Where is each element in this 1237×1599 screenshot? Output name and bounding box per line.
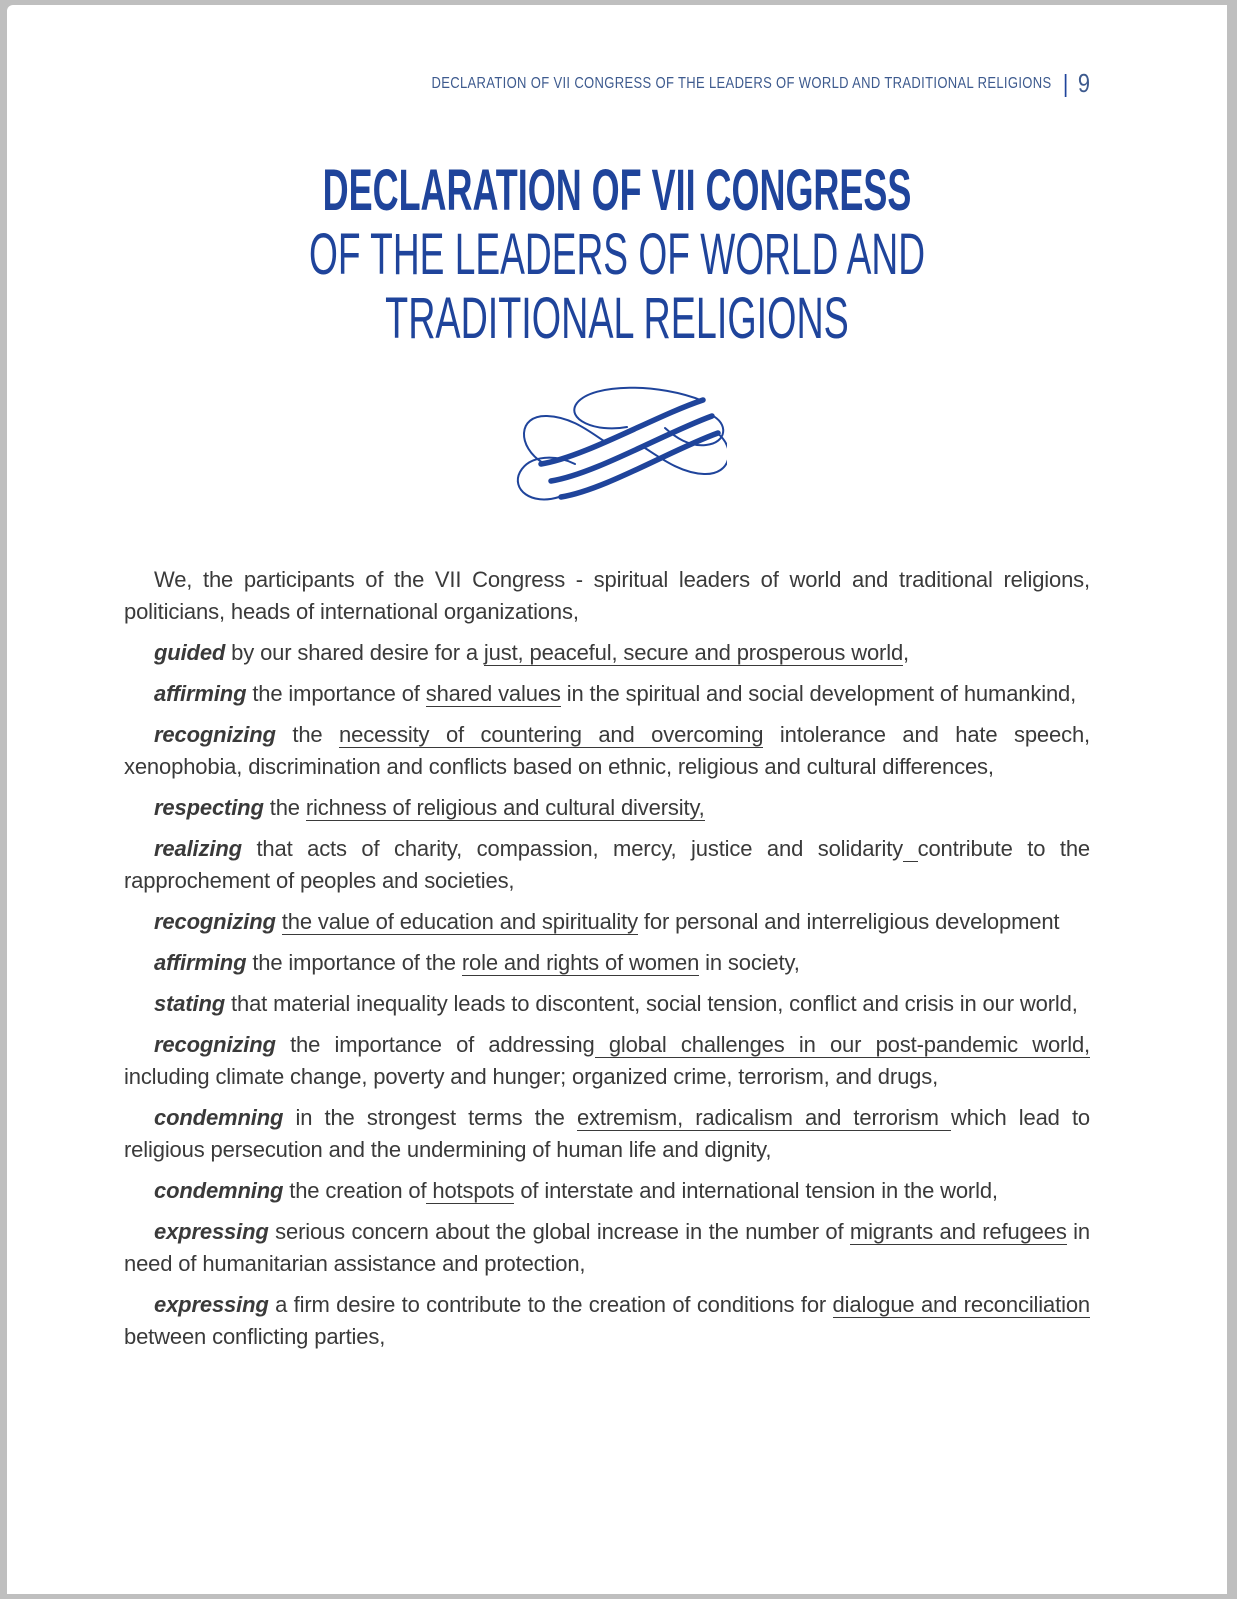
body-text-run: We, the participants of the VII Congress - spiritual leaders of world and traditional religions, politicians, heads of international organizations, bbox=[124, 567, 1090, 624]
page-number: 9 bbox=[1077, 68, 1090, 98]
lead-word: condemning bbox=[154, 1178, 284, 1203]
body-text-run: serious concern about the global increase in the number of bbox=[268, 1219, 850, 1244]
body-text-run: the bbox=[263, 795, 306, 820]
document-body bbox=[124, 564, 1090, 1353]
lead-word: guided bbox=[154, 640, 226, 665]
body-text-run: the importance of bbox=[246, 681, 426, 706]
body-text-run: the creation of bbox=[283, 1178, 427, 1203]
body-text-run: in the spiritual and social development of humankind, bbox=[560, 681, 1077, 706]
underlined-text bbox=[903, 836, 918, 862]
paragraph bbox=[124, 1216, 1090, 1280]
document-title-line-3: TRADITIONAL RELIGIONS bbox=[385, 286, 849, 351]
body-text-run: of interstate and international tension in the world, bbox=[514, 1178, 998, 1203]
lead-word: respecting bbox=[154, 795, 264, 820]
header-separator-bar: | bbox=[1062, 70, 1069, 98]
paragraph bbox=[124, 792, 1090, 824]
underlined-text: role and rights of women bbox=[461, 950, 700, 975]
lead-word: affirming bbox=[154, 681, 247, 706]
lead-word: expressing bbox=[154, 1292, 269, 1317]
paragraph bbox=[124, 719, 1090, 783]
paragraph bbox=[124, 564, 1090, 628]
paragraph bbox=[124, 678, 1090, 710]
underlined-text: just, peaceful, secure and prosperous world bbox=[483, 640, 904, 665]
lead-word: recognizing bbox=[154, 1032, 276, 1057]
flourish-ornament-icon bbox=[7, 385, 1227, 512]
underlined-text: hotspots bbox=[426, 1178, 515, 1203]
paragraph bbox=[124, 1289, 1090, 1353]
paragraph bbox=[124, 833, 1090, 897]
body-text-run: for personal and interreligious development bbox=[637, 909, 1060, 934]
underlined-text: migrants and refugees bbox=[849, 1219, 1067, 1244]
document-title-line-1: DECLARATION OF VII CONGRESS bbox=[322, 158, 912, 223]
document-title bbox=[7, 159, 1227, 351]
paragraph bbox=[124, 947, 1090, 979]
lead-word: recognizing bbox=[154, 909, 276, 934]
body-text-run: in need of humanitarian assistance and protection, bbox=[124, 1219, 1090, 1276]
document-page bbox=[7, 5, 1227, 1594]
body-text-run: including climate change, poverty and hunger; organized crime, terrorism, and drugs, bbox=[124, 1064, 939, 1089]
body-text-run: intolerance and hate speech, xenophobia, discrimination and conflicts based on ethnic, religious and cultural differences, bbox=[124, 722, 1091, 779]
underlined-text: richness of religious and cultural diversity, bbox=[305, 795, 705, 820]
paragraph bbox=[124, 1102, 1090, 1166]
body-text-run: that material inequality leads to discontent, social tension, conflict and crisis in our world, bbox=[225, 991, 1078, 1016]
lead-word: condemning bbox=[154, 1105, 284, 1130]
paragraph bbox=[124, 988, 1090, 1020]
underlined-text: dialogue and reconciliation bbox=[832, 1292, 1090, 1317]
page-header bbox=[7, 68, 1227, 99]
body-text-run: which lead to religious persecution and the undermining of human life and dignity, bbox=[124, 1105, 1090, 1162]
body-text-run: the importance of the bbox=[246, 950, 462, 975]
body-text-run: the importance of addressing bbox=[275, 1032, 595, 1057]
body-text-run: contribute to the rapprochement of peoples and societies, bbox=[124, 836, 1090, 893]
body-text-run: by our shared desire for a bbox=[225, 640, 484, 665]
body-text-run: that acts of charity, compassion, mercy, justice and solidarity bbox=[241, 836, 904, 861]
lead-word: expressing bbox=[154, 1219, 269, 1244]
running-title: DECLARATION OF VII CONGRESS OF THE LEADERS OF WORLD AND TRADITIONAL RELIGIONS bbox=[431, 75, 1052, 92]
body-text-run: a firm desire to contribute to the creation of conditions for bbox=[268, 1292, 833, 1317]
underlined-text: global challenges in our post-pandemic world, bbox=[594, 1032, 1090, 1057]
body-text-run: in society, bbox=[699, 950, 800, 975]
body-text-run: , bbox=[903, 640, 910, 665]
body-text-run: the bbox=[275, 722, 340, 747]
lead-word: recognizing bbox=[154, 722, 276, 747]
underlined-text: the value of education and spirituality bbox=[281, 909, 638, 934]
underlined-text: shared values bbox=[425, 681, 561, 706]
header-line bbox=[431, 68, 1090, 99]
document-title-line-2: OF THE LEADERS OF WORLD AND bbox=[308, 222, 926, 287]
lead-word: stating bbox=[154, 991, 226, 1016]
paragraph bbox=[124, 1029, 1090, 1093]
body-text-run: in the strongest terms the bbox=[283, 1105, 577, 1130]
body-text-run: between conflicting parties, bbox=[124, 1324, 386, 1349]
paragraph bbox=[124, 1175, 1090, 1207]
paragraph bbox=[124, 637, 1090, 669]
lead-word: realizing bbox=[154, 836, 242, 861]
body-text-run bbox=[276, 909, 282, 934]
underlined-text: extremism, radicalism and terrorism bbox=[576, 1105, 952, 1130]
lead-word: affirming bbox=[154, 950, 247, 975]
underlined-text: necessity of countering and overcoming bbox=[339, 722, 764, 747]
paragraph bbox=[124, 906, 1090, 938]
